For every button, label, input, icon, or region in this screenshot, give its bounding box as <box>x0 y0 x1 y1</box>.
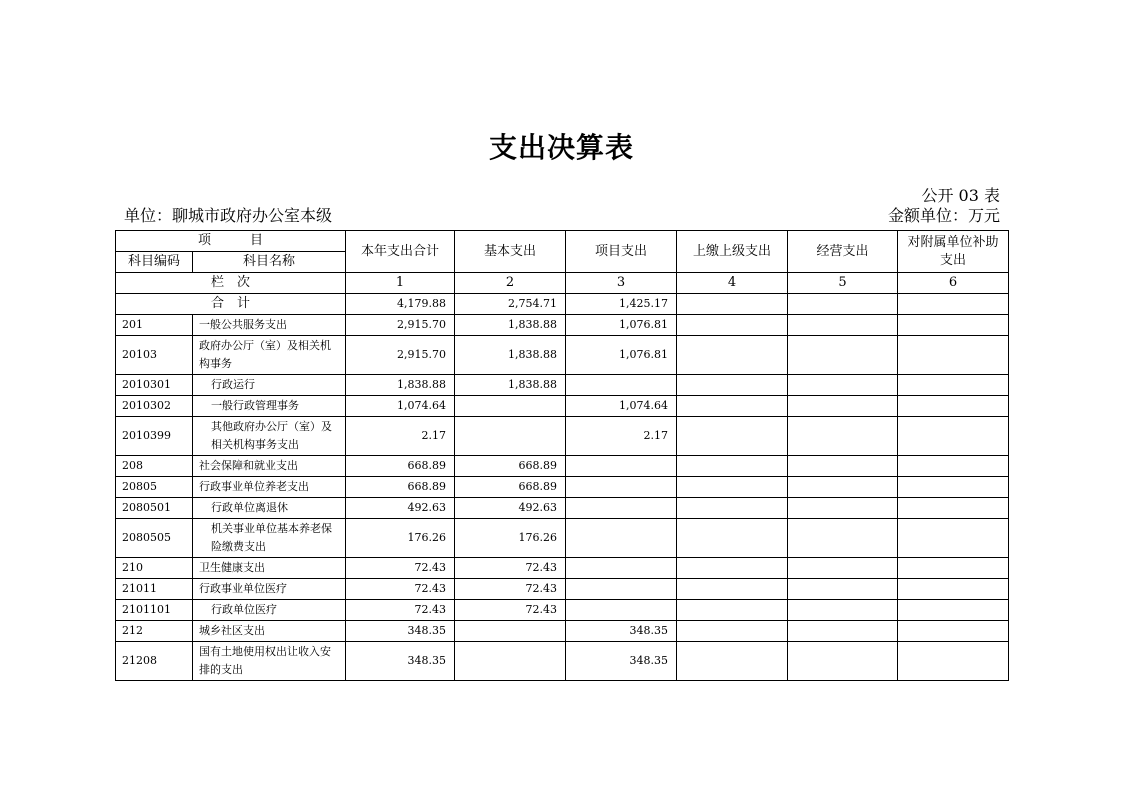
amount-cell <box>455 621 566 642</box>
table-row <box>116 315 1009 336</box>
subject-code: 20805 <box>116 477 193 498</box>
expenditure-table <box>115 230 1009 681</box>
subject-name: 城乡社区支出 <box>193 621 346 642</box>
amount-cell <box>455 642 566 681</box>
amount-cell <box>566 579 677 600</box>
amount-cell <box>788 417 898 456</box>
header-col-basic: 基本支出 <box>455 231 566 273</box>
amount-cell <box>898 498 1009 519</box>
amount-cell <box>677 600 788 621</box>
total-label: 合 计 <box>116 294 346 315</box>
amount-cell: 2,915.70 <box>346 336 455 375</box>
total-value: 1,425.17 <box>566 294 677 315</box>
subject-code: 212 <box>116 621 193 642</box>
column-number: 5 <box>788 273 898 294</box>
subject-code: 2010301 <box>116 375 193 396</box>
amount-cell: 2,915.70 <box>346 315 455 336</box>
table-row <box>116 456 1009 477</box>
amount-cell: 348.35 <box>346 621 455 642</box>
amount-cell: 348.35 <box>566 621 677 642</box>
amount-cell <box>788 456 898 477</box>
amount-cell <box>898 477 1009 498</box>
amount-cell <box>788 477 898 498</box>
amount-cell <box>788 558 898 579</box>
subject-name: 政府办公厅（室）及相关机构事务 <box>193 336 346 375</box>
amount-cell <box>677 579 788 600</box>
amount-cell: 176.26 <box>346 519 455 558</box>
total-value <box>677 294 788 315</box>
header-col-remit: 上缴上级支出 <box>677 231 788 273</box>
table-row <box>116 558 1009 579</box>
amount-cell <box>677 477 788 498</box>
amount-cell: 668.89 <box>346 456 455 477</box>
amount-cell <box>898 375 1009 396</box>
header-col-business: 经营支出 <box>788 231 898 273</box>
amount-cell: 668.89 <box>455 477 566 498</box>
amount-cell <box>566 375 677 396</box>
amount-cell: 668.89 <box>346 477 455 498</box>
amount-cell <box>677 456 788 477</box>
table-row <box>116 642 1009 681</box>
amount-cell <box>677 519 788 558</box>
amount-cell <box>788 642 898 681</box>
amount-cell: 1,838.88 <box>455 375 566 396</box>
amount-cell: 1,838.88 <box>455 336 566 375</box>
amount-cell <box>788 579 898 600</box>
amount-cell <box>455 417 566 456</box>
amount-cell: 72.43 <box>346 579 455 600</box>
amount-cell <box>898 600 1009 621</box>
amount-cell <box>788 519 898 558</box>
table-row <box>116 336 1009 375</box>
subject-name: 卫生健康支出 <box>193 558 346 579</box>
header-col-subsidy: 对附属单位补助支出 <box>898 231 1009 273</box>
amount-cell: 1,074.64 <box>346 396 455 417</box>
subject-name: 社会保障和就业支出 <box>193 456 346 477</box>
column-number: 1 <box>346 273 455 294</box>
table-row <box>116 621 1009 642</box>
subject-name: 行政事业单位医疗 <box>193 579 346 600</box>
total-value <box>788 294 898 315</box>
amount-cell: 176.26 <box>455 519 566 558</box>
table-row <box>116 579 1009 600</box>
page-title: 支出决算表 <box>488 131 634 164</box>
amount-unit: 金额单位：万元 <box>887 206 1000 225</box>
subject-name: 行政单位医疗 <box>193 600 346 621</box>
amount-cell: 492.63 <box>346 498 455 519</box>
header-code: 科目编码 <box>116 252 193 273</box>
amount-cell: 72.43 <box>346 600 455 621</box>
total-value: 4,179.88 <box>346 294 455 315</box>
amount-cell <box>898 579 1009 600</box>
subject-code: 2080501 <box>116 498 193 519</box>
subject-name: 行政运行 <box>193 375 346 396</box>
subject-code: 208 <box>116 456 193 477</box>
subject-code: 2080505 <box>116 519 193 558</box>
amount-cell: 2.17 <box>566 417 677 456</box>
header-item: 项 目 <box>116 231 346 252</box>
amount-cell <box>677 558 788 579</box>
amount-cell <box>788 315 898 336</box>
table-row <box>116 600 1009 621</box>
amount-cell <box>677 336 788 375</box>
amount-cell <box>898 456 1009 477</box>
column-number: 2 <box>455 273 566 294</box>
subject-name: 其他政府办公厅（室）及相关机构事务支出 <box>193 417 346 456</box>
amount-cell <box>566 456 677 477</box>
subject-code: 2010302 <box>116 396 193 417</box>
reporting-unit: 单位：聊城市政府办公室本级 <box>124 206 333 225</box>
amount-cell: 348.35 <box>346 642 455 681</box>
subject-name: 行政单位离退休 <box>193 498 346 519</box>
amount-cell: 72.43 <box>346 558 455 579</box>
amount-cell: 668.89 <box>455 456 566 477</box>
amount-cell <box>566 558 677 579</box>
amount-cell: 2.17 <box>346 417 455 456</box>
amount-cell <box>898 519 1009 558</box>
header-col-project: 项目支出 <box>566 231 677 273</box>
amount-cell: 72.43 <box>455 558 566 579</box>
subject-name: 机关事业单位基本养老保险缴费支出 <box>193 519 346 558</box>
table-row <box>116 519 1009 558</box>
amount-cell <box>788 375 898 396</box>
amount-cell <box>788 621 898 642</box>
amount-cell <box>677 498 788 519</box>
total-value <box>898 294 1009 315</box>
amount-cell <box>677 642 788 681</box>
table-row <box>116 417 1009 456</box>
subject-name: 行政事业单位养老支出 <box>193 477 346 498</box>
subject-name: 一般公共服务支出 <box>193 315 346 336</box>
amount-cell: 1,838.88 <box>455 315 566 336</box>
amount-cell: 492.63 <box>455 498 566 519</box>
column-number: 6 <box>898 273 1009 294</box>
table-row <box>116 375 1009 396</box>
subject-code: 2101101 <box>116 600 193 621</box>
amount-cell <box>788 498 898 519</box>
amount-cell <box>677 417 788 456</box>
amount-cell <box>677 315 788 336</box>
amount-cell <box>677 396 788 417</box>
amount-cell <box>566 600 677 621</box>
amount-cell <box>677 375 788 396</box>
amount-cell <box>898 642 1009 681</box>
subject-code: 201 <box>116 315 193 336</box>
amount-cell: 348.35 <box>566 642 677 681</box>
amount-cell <box>566 519 677 558</box>
amount-cell <box>898 558 1009 579</box>
subject-code: 210 <box>116 558 193 579</box>
amount-cell <box>455 396 566 417</box>
amount-cell <box>898 417 1009 456</box>
column-number: 4 <box>677 273 788 294</box>
form-number: 公开 03 表 <box>921 186 1000 205</box>
amount-cell <box>566 498 677 519</box>
subject-name: 国有土地使用权出让收入安排的支出 <box>193 642 346 681</box>
amount-cell: 1,838.88 <box>346 375 455 396</box>
column-line-label: 栏 次 <box>116 273 346 294</box>
amount-cell <box>898 336 1009 375</box>
subject-code: 2010399 <box>116 417 193 456</box>
table-row <box>116 396 1009 417</box>
amount-cell <box>677 621 788 642</box>
table-row <box>116 477 1009 498</box>
total-row <box>116 294 1009 315</box>
amount-cell: 72.43 <box>455 579 566 600</box>
amount-cell <box>788 600 898 621</box>
amount-cell <box>898 396 1009 417</box>
amount-cell: 1,076.81 <box>566 315 677 336</box>
amount-cell: 72.43 <box>455 600 566 621</box>
subject-code: 21208 <box>116 642 193 681</box>
amount-cell: 1,076.81 <box>566 336 677 375</box>
subject-code: 20103 <box>116 336 193 375</box>
header-col-total: 本年支出合计 <box>346 231 455 273</box>
table-row <box>116 498 1009 519</box>
amount-cell <box>898 621 1009 642</box>
amount-cell <box>566 477 677 498</box>
subject-code: 21011 <box>116 579 193 600</box>
amount-cell: 1,074.64 <box>566 396 677 417</box>
header-name: 科目名称 <box>193 252 346 273</box>
column-number: 3 <box>566 273 677 294</box>
amount-cell <box>788 336 898 375</box>
subject-name: 一般行政管理事务 <box>193 396 346 417</box>
amount-cell <box>898 315 1009 336</box>
total-value: 2,754.71 <box>455 294 566 315</box>
amount-cell <box>788 396 898 417</box>
